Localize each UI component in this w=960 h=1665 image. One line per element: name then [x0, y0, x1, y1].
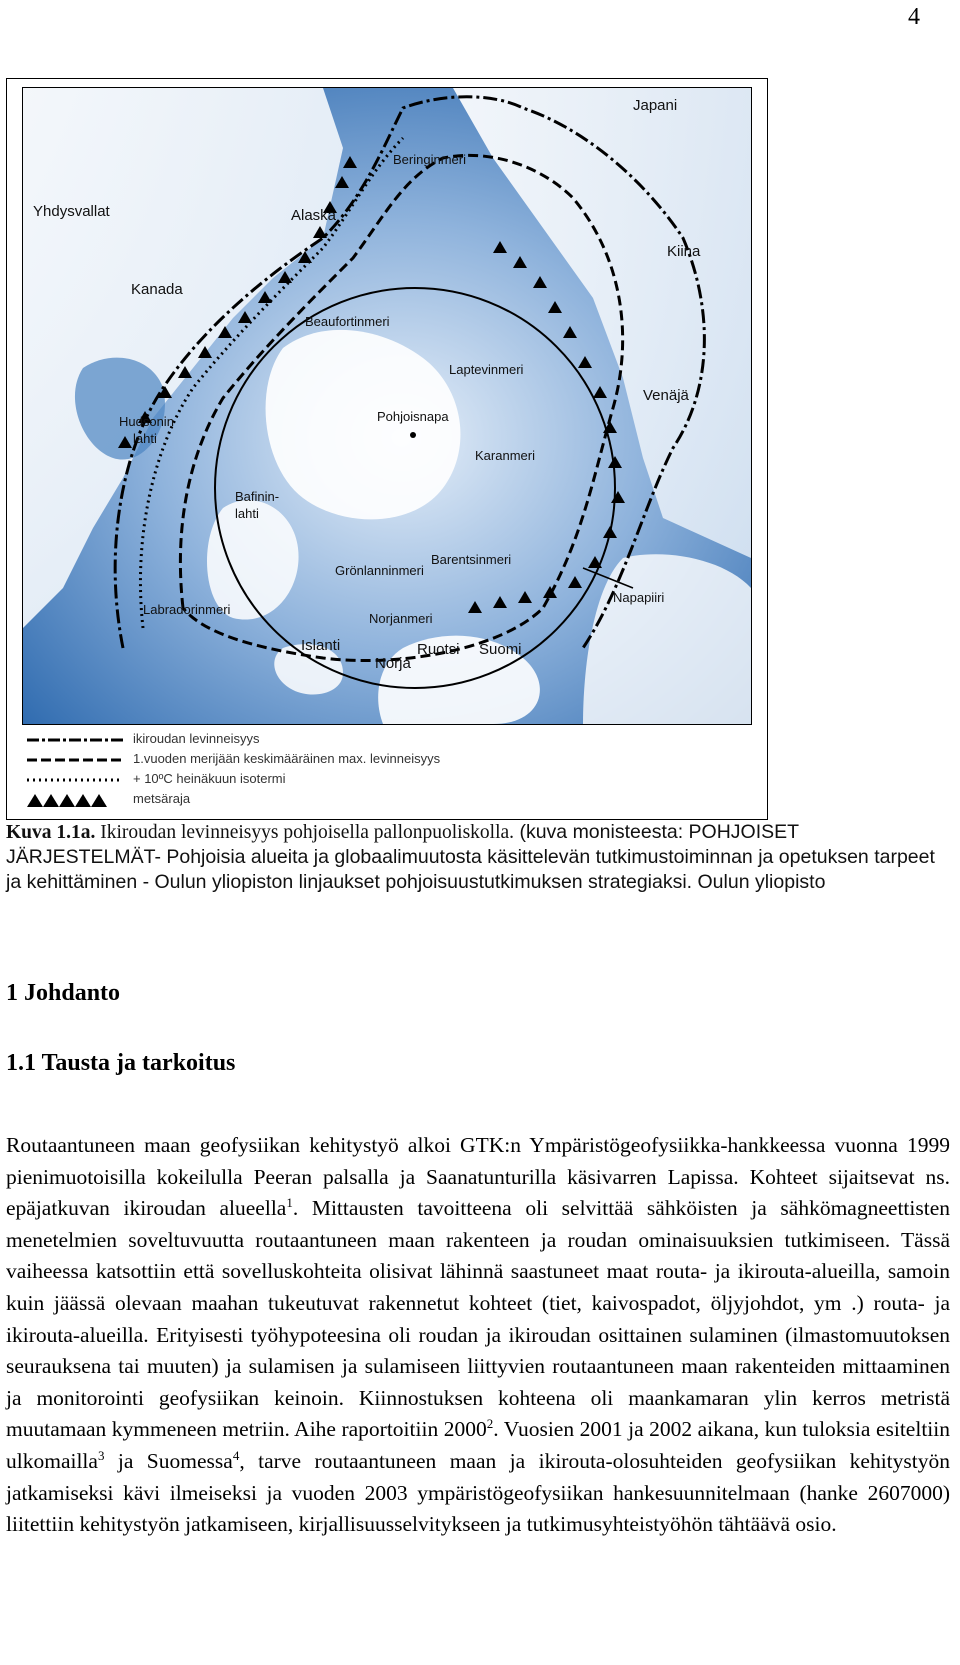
heading-johdanto: 1 Johdanto [6, 980, 121, 1006]
map-legend [25, 729, 745, 817]
label-karanmeri: Karanmeri [475, 448, 535, 463]
legend-item-isotherm [25, 771, 745, 791]
figure-caption [6, 820, 936, 895]
label-suomi: Suomi [479, 641, 522, 658]
legend-item-treeline [25, 791, 745, 811]
footnote-ref-2: 2 [486, 1416, 494, 1432]
body-text-3: . Vuosien 2001 ja 2002 aikana, kun tuloksia esiteltiin ulkomailla [6, 1417, 950, 1473]
label-ruotsi: Ruotsi [417, 641, 460, 658]
body-paragraph [6, 1130, 950, 1541]
label-japani: Japani [633, 97, 678, 114]
body-text-5: , tarve routaantuneen maan ja ikirouta-olosuhteiden geofysiikan kehitystyön jatkamiseksi kävi ilmeiseksi ja vuoden 2003 ympäristögeofysiikan hankesuunnitelmaan (hanke 2607000) liitettiin kehitystyön jatkamiseen, kirjallisuusselvitykseen ja tutkimusyhteistyöhön tähtäävä osio. [6, 1448, 950, 1537]
label-beringinmeri: Beringinmeri [393, 152, 466, 167]
label-napapiiri: Napapiiri [613, 590, 665, 605]
figure [6, 78, 768, 820]
label-kiina: Kiina [667, 243, 701, 260]
footnote-ref-1: 1 [286, 1195, 293, 1211]
footnote-ref-3: 3 [97, 1447, 105, 1463]
body-text-2: . Mittausten tavoitteena oli selvittää sähköisten ja sähkömagneettisten menetelmien soveltuvuutta routaantuneen maan rakenteen ja roudan ominaisuuksien tutkimiseen. Tässä vaiheessa katsottiin että sovelluskohteita olisivat lähinnä saastuneet maat routa- ja ikirouta-alueilla, samoin kuin jäässä olevaan maahan tukeutuvat rakennetut kohteet (tiet, kaivospadot, öljyjohdot, ym .) routa- ja ikirouta-alueilla. Erityisesti työhypoteesina oli roudan ja ikiroudan osittainen sulaminen (ilmastomuutoksen seurauksena tai muuten) ja sulamisen ja sulamiseen liittyvien routaantuneen maan rakenteiden mittaaminen ja monitorointi geofysiikan keinoin. Kiinnostuksen kohteena oli maankamaran ylin kerros metristä muutamaan kymmeneen metriin. Aihe raportoitiin 2000 [6, 1196, 950, 1442]
footnote-ref-4: 4 [232, 1447, 240, 1463]
label-labradorinmeri: Labradorinmeri [143, 602, 231, 617]
page-number: 4 [908, 4, 920, 30]
label-laptevinmeri: Laptevinmeri [449, 362, 524, 377]
legend-item-permafrost [25, 731, 745, 751]
body-text-4: ja Suomessa [104, 1448, 233, 1473]
caption-source: (kuva monisteesta: POHJOISET JÄRJESTELMÄT- Pohjoisia alueita ja globaalimuutosta käsittelevän tutkimustoiminnan ja opetuksen tarpeet ja kehittäminen - Oulun yliopiston linjaukset pohjoisuustutkimuksen strategiaksi. Oulun yliopisto [6, 821, 935, 893]
caption-label: Kuva 1.1a. [6, 822, 96, 843]
label-bafinin-lahti: lahti [235, 506, 259, 521]
label-alaska: Alaska [291, 207, 337, 224]
label-barentsinmeri: Barentsinmeri [431, 552, 512, 567]
arctic-map-graphic [23, 88, 751, 724]
caption-title: Ikiroudan levinneisyys pohjoisella pallonpuoliskolla. [95, 822, 515, 843]
label-pohjoisnapa: Pohjoisnapa [377, 409, 449, 424]
legend-label: metsäraja [133, 791, 191, 806]
body-text-1: Routaantuneen maan geofysiikan kehitystyö alkoi GTK:n Ympäristögeofysiikka-hankkeessa vuonna 1999 pienimuotoisilla kokeilulla Peeran palsalla ja Saanatunturilla käsivarren Lapissa. Kohteet sijaitsevat ns. epäjatkuvan ikiroudan alueella [6, 1133, 950, 1221]
label-venaja: Venäjä [643, 387, 689, 404]
label-beaufortinmeri: Beaufortinmeri [305, 314, 390, 329]
arctic-map [22, 87, 752, 725]
legend-item-sea-ice [25, 751, 745, 771]
label-hudsonin: Hudsonin [119, 414, 174, 429]
label-kanada: Kanada [131, 281, 183, 298]
legend-label: ikiroudan levinneisyys [133, 731, 260, 746]
label-gronlanninmeri: Grönlanninmeri [335, 563, 424, 578]
heading-tausta: 1.1 Tausta ja tarkoitus [6, 1050, 236, 1076]
legend-label: + 10ºC heinäkuun isotermi [133, 771, 286, 786]
label-islanti: Islanti [301, 637, 341, 654]
label-norja: Norja [375, 655, 411, 672]
label-norjanmeri: Norjanmeri [369, 611, 433, 626]
legend-label: 1.vuoden merijään keskimääräinen max. levinneisyys [133, 751, 441, 766]
label-yhdysvallat: Yhdysvallat [33, 203, 110, 220]
label-bafinin: Bafinin- [235, 489, 280, 504]
label-hudsonin-lahti: lahti [133, 431, 157, 446]
